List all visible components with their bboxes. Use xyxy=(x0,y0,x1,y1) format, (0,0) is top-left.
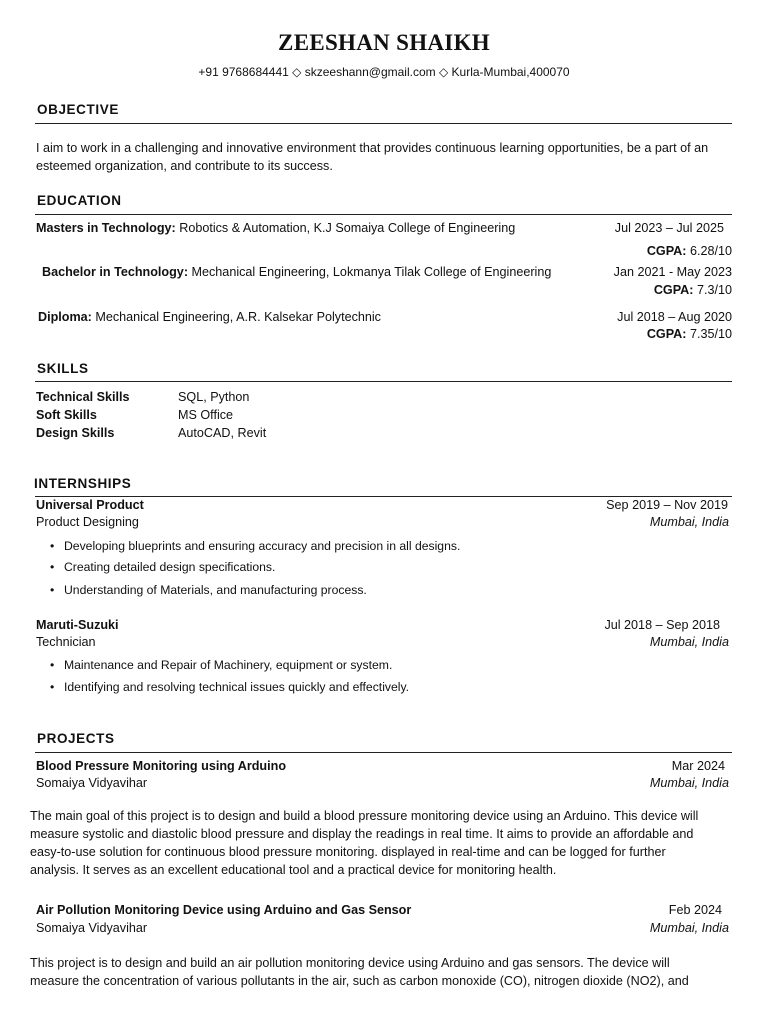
objective-text-line: esteemed organization, and contribute to its success. xyxy=(36,159,333,173)
education-degree: Bachelor in Technology: xyxy=(42,265,189,279)
skill-value: SQL, Python xyxy=(178,390,250,404)
project-description-line: The main goal of this project is to design and build a blood pressure monitoring device using an Arduino. This device will xyxy=(30,809,699,823)
project-date: Feb 2024 xyxy=(668,903,722,917)
education-entry xyxy=(42,265,551,279)
contact-line: +91 9768684441 ◇ skzeeshann@gmail.com ◇ Kurla-Mumbai,400070 xyxy=(198,65,570,79)
list-item: • Creating detailed design specifications. xyxy=(50,560,276,574)
project-description-line: This project is to design and build an air pollution monitoring device using Arduino and gas sensors. The device will xyxy=(30,956,670,970)
skill-label: Soft Skills xyxy=(36,408,97,422)
project-name: Blood Pressure Monitoring using Arduino xyxy=(36,759,287,773)
section-title-internships: INTERNSHIPS xyxy=(34,476,132,491)
internship-location: Mumbai, India xyxy=(649,515,729,529)
section-divider xyxy=(35,496,732,497)
section-divider xyxy=(35,123,732,124)
education-degree: Masters in Technology: xyxy=(36,221,176,235)
list-item: • Understanding of Materials, and manufacturing process. xyxy=(50,583,367,597)
internship-dates: Jul 2018 – Sep 2018 xyxy=(604,618,720,632)
section-title-education: EDUCATION xyxy=(37,193,122,208)
project-description-line: measure systolic and diastolic blood pressure and display the readings in real time. It aims to provide an affordable and xyxy=(30,827,694,841)
project-date: Mar 2024 xyxy=(671,759,725,773)
project-place: Somaiya Vidyavihar xyxy=(36,776,148,790)
internship-dates: Sep 2019 – Nov 2019 xyxy=(606,498,728,512)
education-entry xyxy=(38,310,381,324)
education-dates: Jul 2023 – Jul 2025 xyxy=(614,221,724,235)
internship-role: Technician xyxy=(36,635,96,649)
skill-label: Technical Skills xyxy=(36,390,130,404)
project-location: Mumbai, India xyxy=(649,921,729,935)
education-degree: Diploma: xyxy=(38,310,92,324)
list-item: • Developing blueprints and ensuring accuracy and precision in all designs. xyxy=(50,539,461,553)
education-detail: Mechanical Engineering, A.R. Kalsekar Polytechnic xyxy=(91,310,381,324)
section-divider xyxy=(35,752,732,753)
education-detail: Robotics & Automation, K.J Somaiya College of Engineering xyxy=(175,221,516,235)
internship-company: Maruti-Suzuki xyxy=(36,618,119,632)
internship-location: Mumbai, India xyxy=(649,635,729,649)
education-dates: Jul 2018 – Aug 2020 xyxy=(617,310,732,324)
section-divider xyxy=(35,381,732,382)
skill-label: Design Skills xyxy=(36,426,115,440)
section-title-skills: SKILLS xyxy=(37,361,89,376)
education-dates: Jan 2021 - May 2023 xyxy=(613,265,732,279)
section-divider xyxy=(35,214,732,215)
objective-text-line: I aim to work in a challenging and innovative environment that provides continuous learning opportunities, be a part of an xyxy=(36,141,709,155)
project-description-line: measure the concentration of various pollutants in the air, such as carbon monoxide (CO), nitrogen dioxide (NO2), and xyxy=(30,974,689,988)
internship-role: Product Designing xyxy=(36,515,139,529)
list-item: • Maintenance and Repair of Machinery, equipment or system. xyxy=(50,658,393,672)
education-cgpa: CGPA: 6.28/10 xyxy=(646,244,732,258)
project-location: Mumbai, India xyxy=(649,776,729,790)
project-name: Air Pollution Monitoring Device using Arduino and Gas Sensor xyxy=(36,903,412,917)
skill-value: AutoCAD, Revit xyxy=(178,426,267,440)
education-detail: Mechanical Engineering, Lokmanya Tilak College of Engineering xyxy=(188,265,552,279)
list-item: • Identifying and resolving technical issues quickly and effectively. xyxy=(50,680,410,694)
candidate-name: ZEESHAN SHAIKH xyxy=(278,30,490,55)
section-title-objective: OBJECTIVE xyxy=(37,102,119,117)
project-description-line: easy-to-use solution for continuous blood pressure monitoring. displayed in real-time and can be logged for further xyxy=(30,845,666,859)
education-cgpa: CGPA: 7.35/10 xyxy=(646,327,732,341)
project-place: Somaiya Vidyavihar xyxy=(36,921,148,935)
education-entry xyxy=(36,221,515,235)
section-title-projects: PROJECTS xyxy=(37,731,115,746)
internship-company: Universal Product xyxy=(36,498,144,512)
skill-value: MS Office xyxy=(178,408,234,422)
education-cgpa: CGPA: 7.3/10 xyxy=(653,283,732,297)
project-description-line: analysis. It serves as an excellent educational tool and a practical device for monitoring health. xyxy=(30,863,557,877)
